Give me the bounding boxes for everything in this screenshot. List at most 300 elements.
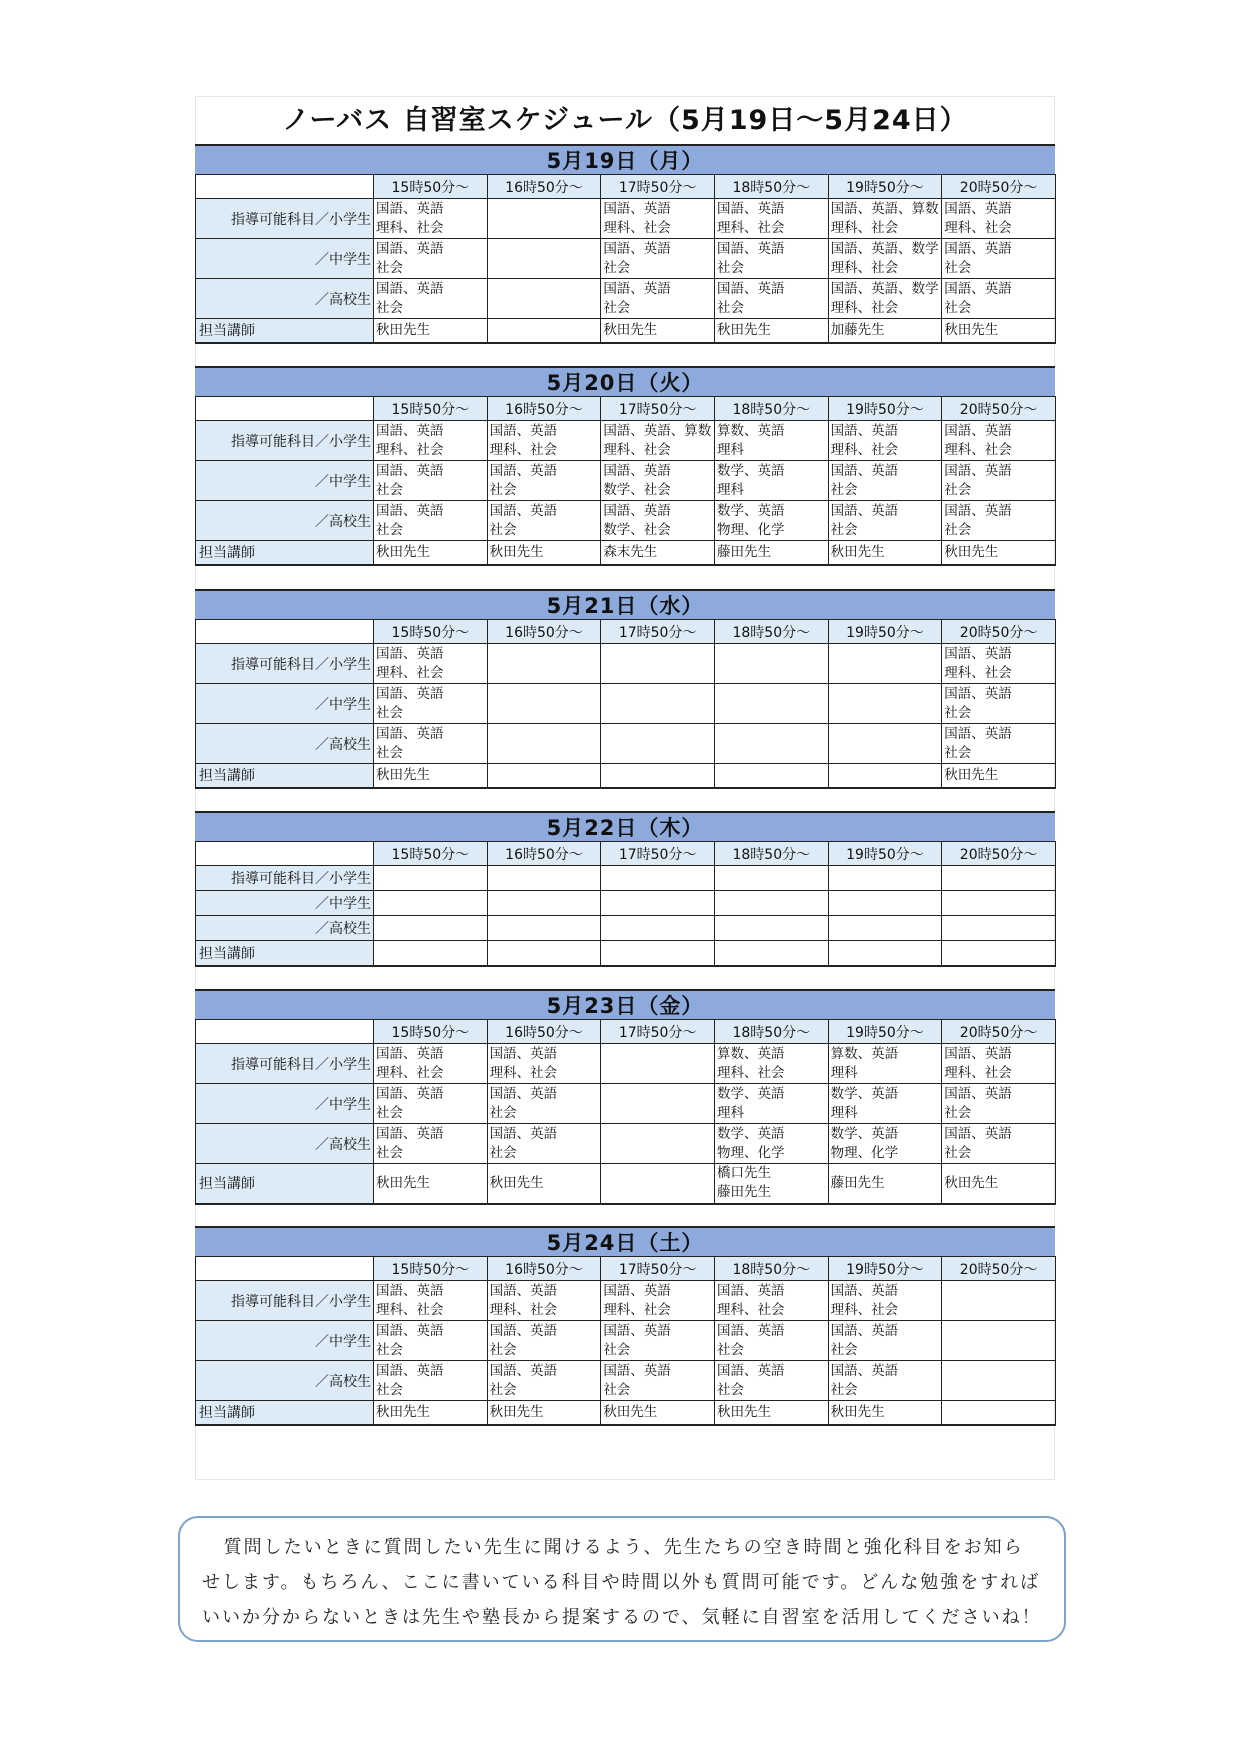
- subject-line: 理科、社会: [376, 219, 444, 236]
- subject-cell: [714, 644, 828, 684]
- time-slot-header: 20時50分～: [942, 1257, 1056, 1281]
- row-label-middle: ／中学生: [196, 891, 374, 916]
- subject-line: 国語、英語: [944, 422, 1012, 439]
- schedule-table: [195, 396, 1056, 566]
- subject-cell: [942, 644, 1056, 684]
- subject-cell: [828, 199, 942, 239]
- subject-cell: [714, 866, 828, 891]
- subject-line: 理科、社会: [489, 1301, 558, 1318]
- row-label-middle: ／中学生: [196, 684, 374, 724]
- subject-line: 国語、英語: [944, 645, 1012, 662]
- subject-line: 国語、英語: [489, 1322, 558, 1339]
- subject-line: 国語、英語: [830, 1322, 899, 1339]
- subject-line: 国語、英語: [716, 240, 785, 257]
- subject-cell: [487, 866, 601, 891]
- teacher-cell: [487, 319, 601, 343]
- subject-line: 国語、英語: [830, 1362, 899, 1379]
- subject-line: 社会: [376, 1381, 403, 1398]
- subject-line: 国語、英語: [376, 502, 444, 519]
- elementary-row: [196, 866, 1056, 891]
- subject-cell: [487, 1124, 601, 1164]
- subject-cell: [714, 1084, 828, 1124]
- schedule-table: [195, 841, 1056, 967]
- subject-cell: [487, 644, 601, 684]
- teacher-cell: [374, 1164, 488, 1204]
- subject-line: 理科、社会: [944, 441, 1012, 458]
- subject-line: 数学、英語: [716, 1125, 785, 1142]
- row-label-teacher: 担当講師: [196, 1401, 374, 1425]
- time-slot-header: 19時50分～: [828, 842, 942, 866]
- elementary-row: [196, 1281, 1056, 1321]
- day-header: 5月23日（金）: [195, 989, 1055, 1019]
- subject-line: 数学、英語: [830, 1085, 899, 1102]
- row-label-teacher: 担当講師: [196, 764, 374, 788]
- teacher-name: 秋田先生: [376, 543, 430, 560]
- teacher-name: 秋田先生: [716, 1403, 771, 1420]
- elementary-row: [196, 421, 1056, 461]
- subject-line: 社会: [603, 1381, 631, 1398]
- subject-cell: [828, 866, 942, 891]
- subject-line: 国語、英語: [489, 1362, 558, 1379]
- teacher-row: [196, 541, 1056, 565]
- subject-cell: [374, 1124, 488, 1164]
- subject-cell: [828, 1044, 942, 1084]
- subject-cell: [942, 1281, 1056, 1321]
- subject-line: 社会: [603, 299, 631, 316]
- row-label-high: ／高校生: [196, 1124, 374, 1164]
- subject-cell: [487, 891, 601, 916]
- middle-row: [196, 891, 1056, 916]
- subject-line: 社会: [944, 1104, 972, 1121]
- subject-cell: [374, 916, 488, 941]
- subject-line: 国語、英語: [944, 462, 1012, 479]
- subject-line: 理科: [830, 1104, 858, 1121]
- subject-line: 理科、社会: [716, 219, 785, 236]
- subject-line: 社会: [830, 1341, 858, 1358]
- subject-cell: [942, 724, 1056, 764]
- subject-cell: [714, 684, 828, 724]
- subject-line: 算数、英語: [830, 1045, 899, 1062]
- schedule-table: [195, 619, 1056, 789]
- subject-line: 数学、社会: [603, 481, 671, 498]
- subject-cell: [601, 1281, 715, 1321]
- subject-line: 数学、社会: [603, 521, 671, 538]
- time-slot-header: 15時50分～: [374, 1257, 488, 1281]
- teacher-name: 秋田先生: [376, 321, 430, 338]
- teacher-cell: [601, 941, 715, 966]
- subject-line: 社会: [944, 521, 972, 538]
- time-slot-header: 20時50分～: [942, 175, 1056, 199]
- subject-cell: [601, 501, 715, 541]
- elementary-row: [196, 1044, 1056, 1084]
- teacher-cell: [828, 941, 942, 966]
- subject-line: 算数、英語: [716, 1045, 785, 1062]
- subject-cell: [942, 916, 1056, 941]
- subject-line: 理科、社会: [489, 441, 558, 458]
- subject-cell: [487, 421, 601, 461]
- time-slot-header: 15時50分～: [374, 1020, 488, 1044]
- subject-cell: [601, 239, 715, 279]
- subject-cell: [487, 461, 601, 501]
- time-slot-header: 20時50分～: [942, 842, 1056, 866]
- row-label-middle: ／中学生: [196, 1084, 374, 1124]
- subject-cell: [714, 421, 828, 461]
- teacher-name: 橋口先生: [716, 1165, 771, 1182]
- subject-cell: [828, 461, 942, 501]
- subject-cell: [601, 684, 715, 724]
- time-slot-header: 19時50分～: [828, 1257, 942, 1281]
- teacher-cell: [942, 1401, 1056, 1425]
- teacher-name: 秋田先生: [489, 543, 544, 560]
- teacher-name: 秋田先生: [376, 766, 430, 783]
- middle-row: [196, 684, 1056, 724]
- subject-line: 国語、英語: [944, 1045, 1012, 1062]
- teacher-name: 秋田先生: [944, 766, 999, 783]
- notice-text: 質問したいときに質問したい先生に聞けるよう、先生たちの空き時間と強化科目をお知らせします。もちろん、ここに書いている科目や時間以外も質問可能です。どんな勉強をすればいいか分からないときは先生や塾長から提案するので、気軽に自習室を活用してくださいね！: [202, 1537, 1042, 1628]
- subject-line: 社会: [489, 1341, 517, 1358]
- subject-line: 理科、社会: [376, 1064, 444, 1081]
- subject-cell: [601, 1084, 715, 1124]
- subject-line: 理科、社会: [944, 1064, 1012, 1081]
- teacher-name: 秋田先生: [830, 543, 885, 560]
- time-slot-header: 20時50分～: [942, 397, 1056, 421]
- blank-header-cell: [196, 1257, 374, 1281]
- subject-line: 社会: [603, 1341, 631, 1358]
- day-block-6: [195, 1226, 1055, 1426]
- subject-cell: [601, 461, 715, 501]
- teacher-name: 加藤先生: [830, 321, 885, 338]
- subject-cell: [714, 501, 828, 541]
- subject-cell: [374, 501, 488, 541]
- subject-line: 算数、英語: [716, 422, 785, 439]
- subject-line: 国語、英語: [603, 280, 671, 297]
- subject-line: 理科、社会: [603, 219, 671, 236]
- teacher-name: 秋田先生: [489, 1174, 544, 1191]
- subject-line: 社会: [944, 1144, 972, 1161]
- subject-cell: [828, 724, 942, 764]
- middle-row: [196, 239, 1056, 279]
- day-block-3: [195, 589, 1055, 789]
- teacher-cell: [374, 541, 488, 565]
- teacher-name: 秋田先生: [489, 1403, 544, 1420]
- subject-line: 国語、英語: [376, 200, 444, 217]
- subject-line: 国語、英語: [376, 725, 444, 742]
- row-label-teacher: 担当講師: [196, 541, 374, 565]
- subject-line: 物理、化学: [830, 1144, 899, 1161]
- time-slot-header: 18時50分～: [714, 1020, 828, 1044]
- time-slot-header: 18時50分～: [714, 842, 828, 866]
- row-label-elementary: 指導可能科目／小学生: [196, 421, 374, 461]
- subject-line: 国語、英語: [716, 1322, 785, 1339]
- subject-line: 社会: [489, 1381, 517, 1398]
- row-label-teacher: 担当講師: [196, 319, 374, 343]
- teacher-cell: [942, 1164, 1056, 1204]
- subject-line: 理科、社会: [376, 1301, 444, 1318]
- high-row: [196, 279, 1056, 319]
- row-label-elementary: 指導可能科目／小学生: [196, 866, 374, 891]
- time-slot-header: 19時50分～: [828, 175, 942, 199]
- teacher-name: 秋田先生: [603, 1403, 658, 1420]
- day-header: 5月21日（水）: [195, 589, 1055, 619]
- subject-line: 国語、英語: [830, 1282, 899, 1299]
- subject-line: 数学、英語: [716, 502, 785, 519]
- subject-line: 社会: [944, 481, 972, 498]
- blank-header-cell: [196, 1020, 374, 1044]
- time-slot-header: 17時50分～: [601, 1020, 715, 1044]
- subject-line: 社会: [830, 521, 858, 538]
- subject-cell: [374, 866, 488, 891]
- middle-row: [196, 1321, 1056, 1361]
- schedule-table: [195, 1256, 1056, 1426]
- notice-box: [178, 1516, 1066, 1642]
- teacher-name: 秋田先生: [944, 1174, 999, 1191]
- subject-line: 数学、英語: [716, 462, 785, 479]
- teacher-cell: [942, 941, 1056, 966]
- teacher-name: 秋田先生: [944, 321, 999, 338]
- subject-cell: [374, 644, 488, 684]
- subject-line: 理科、社会: [376, 441, 444, 458]
- teacher-cell: [487, 541, 601, 565]
- subject-cell: [828, 644, 942, 684]
- subject-line: 国語、英語: [716, 1282, 785, 1299]
- subject-line: 社会: [944, 259, 972, 276]
- day-header: 5月19日（月）: [195, 144, 1055, 174]
- subject-line: 国語、英語: [376, 462, 444, 479]
- subject-line: 国語、英語: [489, 1085, 558, 1102]
- subject-line: 理科、社会: [489, 1064, 558, 1081]
- subject-cell: [487, 724, 601, 764]
- teacher-cell: [601, 1401, 715, 1425]
- subject-line: 社会: [376, 744, 403, 761]
- subject-line: 国語、英語: [603, 502, 671, 519]
- subject-line: 国語、英語: [603, 1322, 671, 1339]
- subject-cell: [487, 916, 601, 941]
- subject-line: 社会: [716, 1381, 744, 1398]
- subject-line: 理科、社会: [944, 664, 1012, 681]
- subject-line: 社会: [376, 521, 403, 538]
- high-row: [196, 916, 1056, 941]
- subject-cell: [374, 684, 488, 724]
- row-label-middle: ／中学生: [196, 239, 374, 279]
- subject-line: 国語、英語: [830, 462, 899, 479]
- subject-line: 国語、英語: [489, 502, 558, 519]
- subject-cell: [942, 501, 1056, 541]
- teacher-cell: [828, 319, 942, 343]
- row-label-high: ／高校生: [196, 1361, 374, 1401]
- row-label-elementary: 指導可能科目／小学生: [196, 199, 374, 239]
- teacher-cell: [828, 1401, 942, 1425]
- subject-line: 国語、英語: [944, 240, 1012, 257]
- subject-line: 社会: [944, 744, 972, 761]
- subject-line: 国語、英語: [489, 1282, 558, 1299]
- row-label-elementary: 指導可能科目／小学生: [196, 644, 374, 684]
- subject-line: 数学、英語: [830, 1125, 899, 1142]
- subject-cell: [374, 1361, 488, 1401]
- subject-cell: [601, 866, 715, 891]
- subject-line: 国語、英語: [489, 1125, 558, 1142]
- subject-line: 国語、英語: [489, 422, 558, 439]
- subject-cell: [374, 1044, 488, 1084]
- subject-cell: [601, 421, 715, 461]
- blank-header-cell: [196, 175, 374, 199]
- subject-cell: [942, 1124, 1056, 1164]
- subject-line: 社会: [830, 481, 858, 498]
- subject-cell: [601, 1124, 715, 1164]
- schedule-table: [195, 1019, 1056, 1205]
- day-block-5: [195, 989, 1055, 1205]
- teacher-cell: [828, 541, 942, 565]
- subject-line: 国語、英語: [376, 645, 444, 662]
- subject-line: 物理、化学: [716, 1144, 785, 1161]
- subject-line: 国語、英語: [603, 1362, 671, 1379]
- teacher-cell: [714, 1164, 828, 1204]
- subject-line: 国語、英語: [716, 1362, 785, 1379]
- row-label-high: ／高校生: [196, 279, 374, 319]
- subject-cell: [601, 891, 715, 916]
- subject-cell: [487, 1281, 601, 1321]
- row-label-high: ／高校生: [196, 916, 374, 941]
- subject-line: 社会: [489, 1144, 517, 1161]
- subject-line: 理科、社会: [603, 1301, 671, 1318]
- teacher-name: 藤田先生: [830, 1174, 885, 1191]
- subject-cell: [714, 916, 828, 941]
- time-slot-header: 18時50分～: [714, 1257, 828, 1281]
- subject-line: 物理、化学: [716, 521, 785, 538]
- subject-line: 国語、英語: [376, 1125, 444, 1142]
- time-slot-header: 17時50分～: [601, 620, 715, 644]
- teacher-name: 秋田先生: [716, 321, 771, 338]
- schedule-table: [195, 174, 1056, 344]
- subject-cell: [714, 239, 828, 279]
- subject-line: 社会: [376, 299, 403, 316]
- subject-line: 社会: [489, 521, 517, 538]
- subject-cell: [714, 1361, 828, 1401]
- teacher-row: [196, 1401, 1056, 1425]
- teacher-row: [196, 1164, 1056, 1204]
- subject-cell: [942, 1361, 1056, 1401]
- subject-cell: [374, 1281, 488, 1321]
- time-slot-header: 18時50分～: [714, 397, 828, 421]
- subject-cell: [374, 461, 488, 501]
- subject-line: 国語、英語: [376, 422, 444, 439]
- subject-cell: [601, 279, 715, 319]
- subject-line: 国語、英語: [489, 1045, 558, 1062]
- subject-line: 国語、英語: [944, 725, 1012, 742]
- teacher-cell: [487, 1164, 601, 1204]
- teacher-row: [196, 764, 1056, 788]
- subject-cell: [487, 684, 601, 724]
- subject-line: 国語、英語: [716, 280, 785, 297]
- high-row: [196, 724, 1056, 764]
- subject-cell: [828, 1124, 942, 1164]
- subject-line: 理科、社会: [716, 1301, 785, 1318]
- subject-line: 国語、英語: [489, 462, 558, 479]
- subject-cell: [601, 644, 715, 684]
- subject-line: 社会: [376, 481, 403, 498]
- subject-cell: [487, 239, 601, 279]
- subject-line: 理科、社会: [830, 219, 899, 236]
- high-row: [196, 1361, 1056, 1401]
- subject-cell: [601, 1321, 715, 1361]
- subject-line: 理科、社会: [830, 259, 899, 276]
- subject-line: 国語、英語: [830, 502, 899, 519]
- subject-line: 国語、英語: [376, 1045, 444, 1062]
- day-header: 5月24日（土）: [195, 1226, 1055, 1256]
- subject-line: 理科、社会: [944, 219, 1012, 236]
- subject-line: 国語、英語: [944, 1125, 1012, 1142]
- day-block-1: [195, 144, 1055, 344]
- subject-cell: [942, 1321, 1056, 1361]
- subject-cell: [942, 279, 1056, 319]
- time-header-row: [196, 175, 1056, 199]
- teacher-cell: [374, 319, 488, 343]
- subject-line: 国語、英語: [944, 685, 1012, 702]
- subject-cell: [487, 501, 601, 541]
- teacher-name: 秋田先生: [830, 1403, 885, 1420]
- teacher-cell: [942, 541, 1056, 565]
- subject-cell: [714, 891, 828, 916]
- time-header-row: [196, 1020, 1056, 1044]
- subject-line: 社会: [716, 299, 744, 316]
- day-header: 5月20日（火）: [195, 366, 1055, 396]
- subject-cell: [828, 891, 942, 916]
- time-slot-header: 20時50分～: [942, 1020, 1056, 1044]
- time-header-row: [196, 397, 1056, 421]
- teacher-name: 森末先生: [603, 543, 658, 560]
- day-block-2: [195, 366, 1055, 566]
- subject-line: 理科: [716, 481, 744, 498]
- time-slot-header: 18時50分～: [714, 620, 828, 644]
- subject-cell: [942, 1084, 1056, 1124]
- subject-cell: [487, 1044, 601, 1084]
- subject-line: 社会: [376, 1341, 403, 1358]
- subject-line: 国語、英語: [603, 240, 671, 257]
- subject-cell: [942, 866, 1056, 891]
- subject-cell: [714, 199, 828, 239]
- teacher-cell: [601, 1164, 715, 1204]
- subject-cell: [714, 1321, 828, 1361]
- subject-line: 数学、英語: [716, 1085, 785, 1102]
- time-slot-header: 16時50分～: [487, 175, 601, 199]
- middle-row: [196, 461, 1056, 501]
- subject-cell: [714, 724, 828, 764]
- subject-line: 理科: [716, 1104, 744, 1121]
- subject-line: 国語、英語: [944, 280, 1012, 297]
- subject-line: 国語、英語: [944, 200, 1012, 217]
- time-slot-header: 15時50分～: [374, 620, 488, 644]
- subject-cell: [374, 724, 488, 764]
- teacher-cell: [714, 319, 828, 343]
- subject-cell: [942, 461, 1056, 501]
- subject-line: 国語、英語: [603, 1282, 671, 1299]
- subject-cell: [714, 461, 828, 501]
- subject-line: 国語、英語: [603, 462, 671, 479]
- subject-cell: [828, 916, 942, 941]
- subject-cell: [714, 279, 828, 319]
- subject-line: 社会: [489, 481, 517, 498]
- teacher-cell: [942, 319, 1056, 343]
- blank-header-cell: [196, 620, 374, 644]
- subject-line: 社会: [376, 1104, 403, 1121]
- subject-line: 理科、社会: [376, 664, 444, 681]
- row-label-elementary: 指導可能科目／小学生: [196, 1281, 374, 1321]
- blank-header-cell: [196, 397, 374, 421]
- subject-line: 理科: [830, 1064, 858, 1081]
- subject-cell: [714, 1281, 828, 1321]
- blank-header-cell: [196, 842, 374, 866]
- subject-line: 理科、社会: [830, 299, 899, 316]
- subject-line: 国語、英語: [376, 280, 444, 297]
